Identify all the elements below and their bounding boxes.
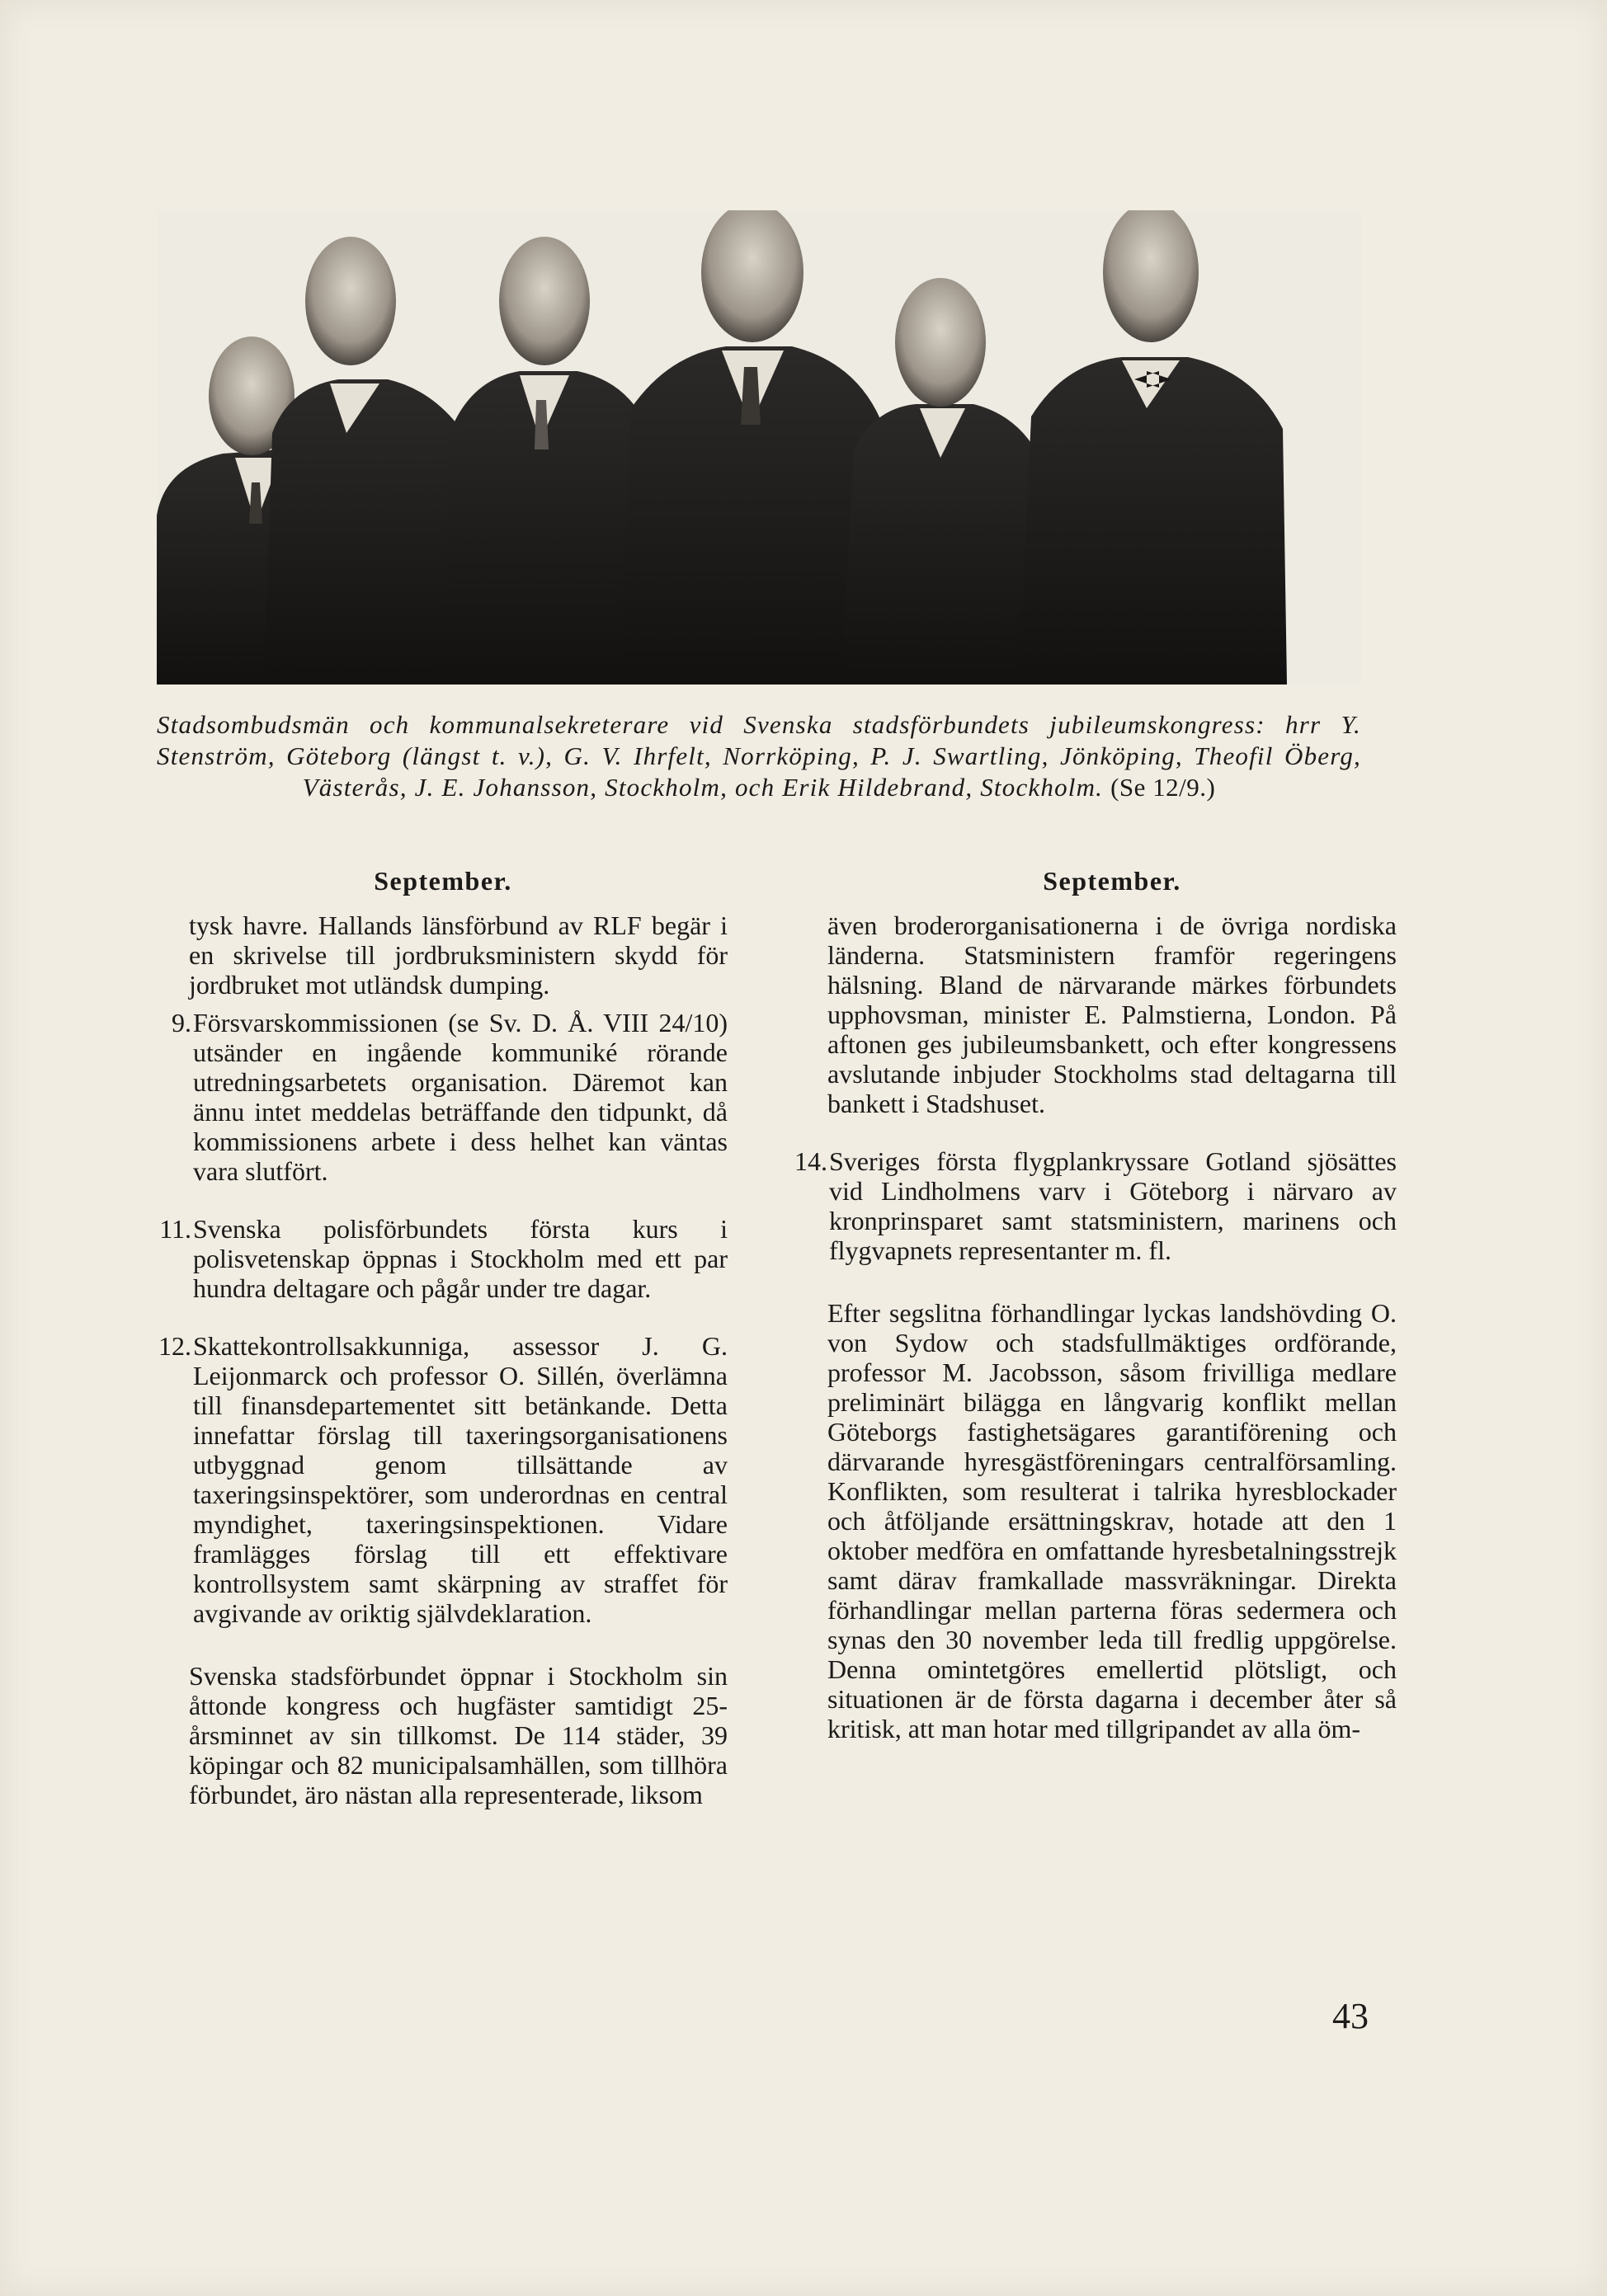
right-column	[794, 866, 1397, 1743]
right-intro-content: även broderorganisationerna i de övriga nordiska länderna. Statsministern framför regeringens hälsning. Bland de närvarande märkes förbundets upphovsman, minister E. Palmstierna, London. På aftonen ges jubileumsbankett, och efter kongressens avslutande inbjuder Stockholms stad deltagarna till bankett i Stadshuset.	[827, 910, 1397, 1118]
entry-text: Svenska polisförbundets första kurs i polisvetenskap öppnas i Stockholm med ett par hundra deltagare och pågår under tre dagar.	[193, 1214, 728, 1303]
entry-day: 12.	[158, 1331, 191, 1361]
left-paragraph: Svenska stadsförbundet öppnar i Stockholm sin åttonde kongress och hugfäster samtidigt 25-årsminnet av sin tillkomst. De 114 städer, 39 köpingar och 82 municipalsamhällen, som tillhöra förbundet, äro nästan alla representerade, liksom	[189, 1661, 728, 1809]
entry-text: Sveriges första flygplankryssare Gotland sjösättes vid Lindholmens varv i Göteborg i närvaro av kronprinsparet samt statsministern, marinens och flygvapnets representanter m. fl.	[829, 1146, 1397, 1265]
left-column-heading: September.	[374, 866, 512, 896]
chronicle-entry	[158, 1331, 728, 1628]
entry-text: Skattekontrollsakkunniga, assessor J. G. Leijonmarck och professor O. Sillén, överlämna till finansdepartementet sitt betänkande. Detta innefattar förslag till taxeringsorganisationens utbyggnad genom tillsättande av taxeringsinspektörer, som underordnas en central myndighet, taxeringsinspektionen. Vidare framlägges förslag till ett effektivare kontrollsystem samt skärpning av straffet för avgivande av oriktig självdeklaration.	[193, 1331, 728, 1628]
entry-day: 9.	[172, 1008, 191, 1037]
left-intro-text: tysk havre. Hallands länsförbund av RLF begär i en skrivelse till jordbruksministern skydd för jordbruket mot utländsk dumping.	[189, 910, 728, 1000]
right-paragraph: Efter segslitna förhandlingar lyckas landshövding O. von Sydow och stadsfullmäktiges ordförande, professor M. Jacobsson, såsom frivilliga medlare preliminärt bilägga en långvarig konflikt mellan Göteborgs fastighetsägares garantiförening och därvarande hyresgästföreningars centralförsamling. Konflikten, som resulterat i talrika hyresblockader och åtföljande ersättningskrav, hotade att den 1 oktober medföra en omfattande hyresbetalningsstrejk samt därav framkallade massvräkningar. Direkta förhandlingar mellan parterna föras sedermera och synas den 30 november leda till fredlig uppgörelse. Denna omintetgöres emellertid plötsligt, och situationen är de första dagarna i december åter så kritisk, att man hotar med tillgripandet av alla öm-	[827, 1298, 1397, 1743]
caption-reference: (Se 12/9.)	[1110, 773, 1216, 802]
photograph-image	[157, 210, 1361, 685]
group-photograph	[157, 210, 1361, 685]
chronicle-entry	[158, 1008, 728, 1186]
entry-day: 11.	[159, 1214, 191, 1244]
caption-text: Stadsombudsmän och kommunalsekreterare vid Svenska stadsförbundets jubileumskongress: hrr Y. Stenström, Göteborg (längst t. v.), G. V. Ihrfelt, Norrköping, P. J. Swartling, Jönköping, Theofil Öberg, Västerås, J. E. Johansson, Stockholm, och Erik Hildebrand, Stockholm.	[157, 710, 1361, 802]
chronicle-entry	[794, 1146, 1397, 1265]
chronicle-entry	[158, 1214, 728, 1303]
left-column	[158, 866, 728, 1809]
right-intro-text	[827, 910, 1397, 1118]
page-number: 43	[1332, 1996, 1369, 2036]
right-column-heading: September.	[1043, 866, 1181, 896]
entry-day: 14.	[794, 1146, 827, 1176]
photo-caption	[157, 709, 1361, 803]
entry-text: Försvarskommissionen (se Sv. D. Å. VIII 24/10) utsänder en ingående kommuniké rörande utredningsarbetets organisation. Däremot kan ännu intet meddelas beträffande den tidpunkt, då kommissionens arbete i dess helhet kan väntas vara slutfört.	[193, 1008, 728, 1186]
